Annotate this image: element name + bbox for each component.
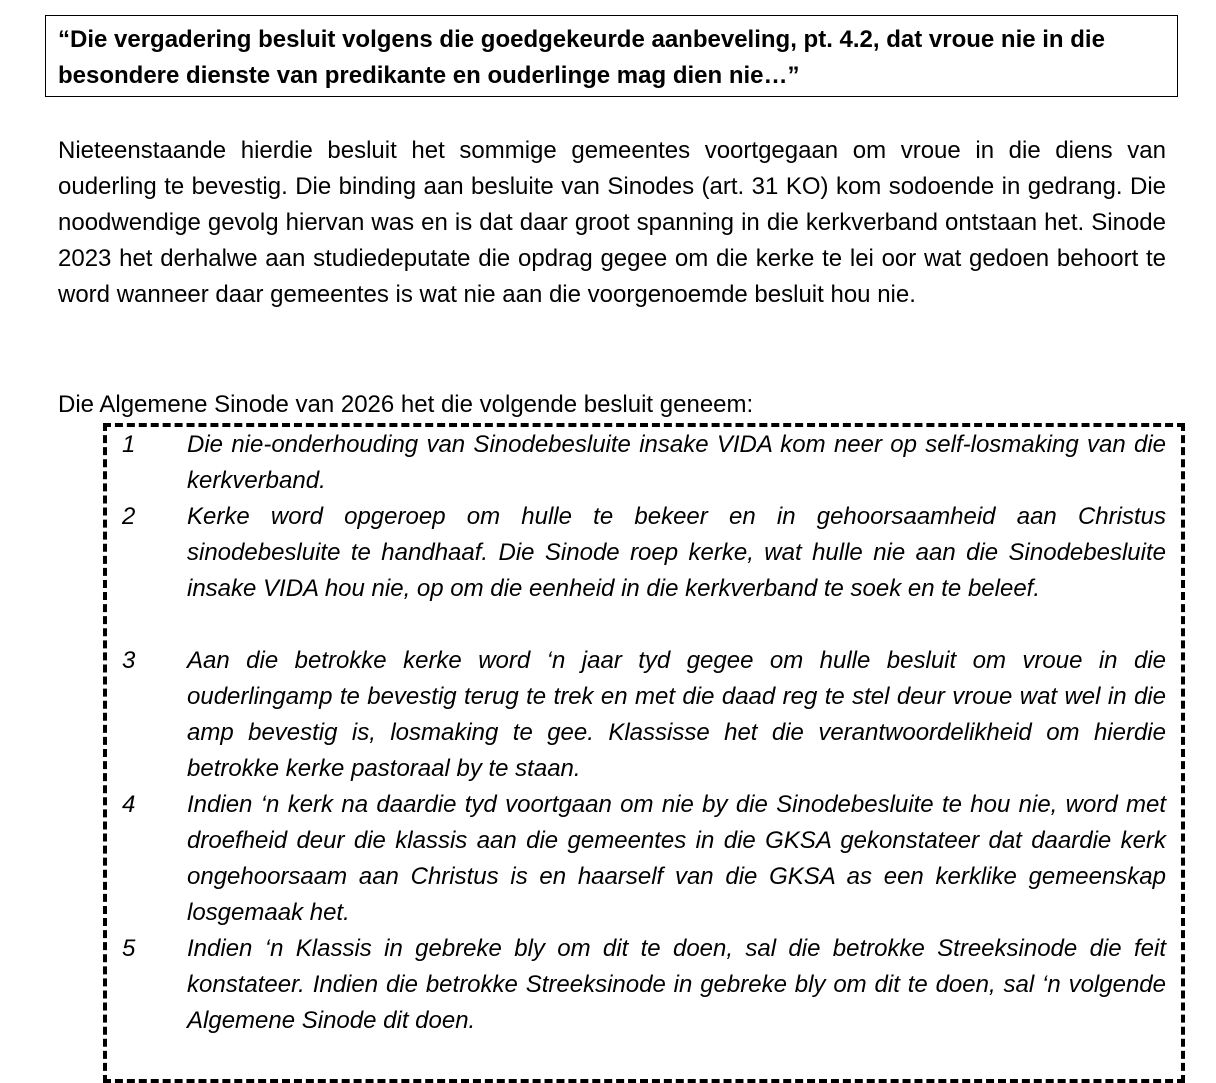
resolution-intro: Die Algemene Sinode van 2026 het die volgende besluit geneem: bbox=[58, 391, 754, 418]
body-paragraph: Nieteenstaande hierdie besluit het sommige gemeentes voortgegaan om vroue in die diens van ouderling te bevestig. Die binding aan besluite van Sinodes (art. 31 KO) kom sodoende in gedrang. Die noodwendige gevolg hiervan was en is dat daar groot spanning in die kerkverband ontstaan het. Sinode 2023 het derhalwe aan studiedeputate die opdrag gegee om die kerke te lei oor wat gedoen behoort te word wanneer daar gemeentes is wat nie aan die voorgenoemde besluit hou nie. bbox=[58, 137, 1166, 308]
item-text: Indien ‘n kerk na daardie tyd voortgaan om nie by die Sinodebesluite te hou nie, word met droefheid deur die klassis aan die gemeentes in die GKSA gekonstateer dat daardie kerk ongehoorsaam aan Christus is en haarself van die GKSA as een kerklike gemeenskap losgemaak het. bbox=[187, 791, 1166, 926]
item-number: 1 bbox=[122, 431, 136, 458]
item-text: Kerke word opgeroep om hulle te bekeer en in gehoorsaamheid aan Christus sinodebesluite te handhaaf. Die Sinode roep kerke, wat hulle nie aan die Sinodebesluite insake VIDA hou nie, op om die eenheid in die kerkverband te soek en te beleef. bbox=[187, 503, 1166, 602]
item-text: Indien ‘n Klassis in gebreke bly om dit te doen, sal die betrokke Streeksinode die feit konstateer. Indien die betrokke Streeksinode in gebreke bly om dit te doen, sal ‘n volgende Algemene Sinode dit doen. bbox=[187, 935, 1166, 1034]
item-number: 4 bbox=[122, 791, 136, 818]
item-number: 3 bbox=[122, 647, 136, 674]
item-text: Die nie-onderhouding van Sinodebesluite insake VIDA kom neer op self-losmaking van die kerkverband. bbox=[187, 431, 1166, 494]
item-number: 5 bbox=[122, 935, 136, 962]
item-number: 2 bbox=[122, 503, 136, 530]
quoted-resolution: “Die vergadering besluit volgens die goedgekeurde aanbeveling, pt. 4.2, dat vroue nie in die besondere dienste van predikante en ouderlinge mag dien nie…” bbox=[58, 26, 1105, 89]
item-text: Aan die betrokke kerke word ‘n jaar tyd gegee om hulle besluit om vroue in die ouderlingamp te bevestig terug te trek en met die daad reg te stel deur vroue wat wel in die amp bevestig is, losmaking te gee. Klassisse het die verantwoordelikheid om hierdie betrokke kerke pastoraal by te staan. bbox=[187, 647, 1166, 782]
quote-box bbox=[45, 15, 1178, 97]
